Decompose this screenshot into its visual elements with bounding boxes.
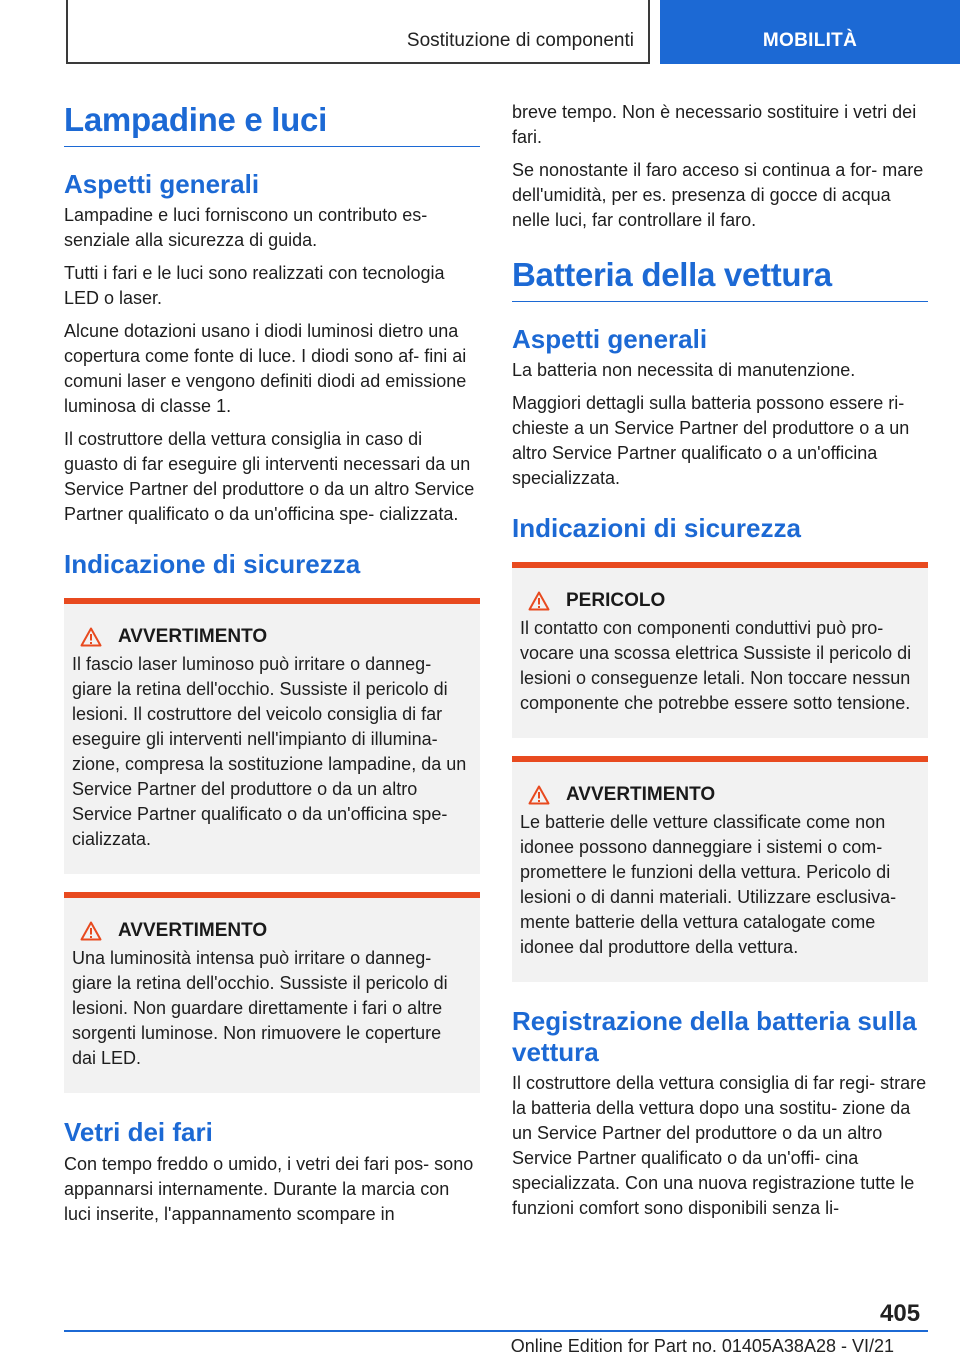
paragraph: Maggiori dettagli sulla batteria possono essere ri- chieste a un Service Partner del produttore o a un altro Service Partner qualificato o a un'officina specializzata. [512, 393, 910, 489]
warning-triangle-icon [80, 920, 118, 942]
paragraph: Alcune dotazioni usano i diodi luminosi dietro una copertura come fonte di luce. I diodi sono af- fini ai comuni laser e vengono definiti diodi ad emissione luminosa di classe 1. [64, 321, 467, 417]
heading-general-battery: Aspetti generali [512, 323, 708, 354]
page-number: 405 [880, 1300, 921, 1327]
warning-label: AVVERTIMENTO [566, 783, 716, 805]
warning-box [64, 598, 480, 874]
right-column [512, 100, 928, 1229]
paragraph: Il costruttore della vettura consiglia di far regi- strare la batteria della vettura dopo una sostitu- zione da un Service Partner del produttore o da un altro Service Partner qualificato o da un'offi- cina specializzata. Con una nuova registrazione tutte le funzioni comfort sono disponibili senza li- [512, 1073, 927, 1219]
paragraph: Il costruttore della vettura consiglia in caso di guasto di far eseguire gli interventi necessari da un Service Partner del produttore o da un altro Service Partner qualificato o da un'officina spe- cializzata. [64, 429, 475, 525]
section-title-battery: Batteria della vettura [512, 255, 928, 302]
warning-triangle-icon [528, 590, 566, 612]
footer-divider [64, 1330, 928, 1332]
danger-box [512, 562, 928, 738]
paragraph: Con tempo freddo o umido, i vetri dei fari pos- sono appannarsi internamente. Durante la marcia con luci inserite, l'appannamento scompare in [64, 1153, 474, 1224]
danger-label: PERICOLO [566, 589, 666, 611]
paragraph: La batteria non necessita di manutenzione. [512, 360, 856, 381]
heading-battery-registration: Registrazione della batteria sulla vettura [512, 1005, 917, 1067]
warning-triangle-icon [528, 784, 566, 806]
header-section-title: Sostituzione di componenti [406, 30, 634, 51]
left-column [64, 100, 480, 1235]
section-title-lamps: Lampadine e luci [64, 100, 480, 147]
footer-edition: Online Edition for Part no. 01405A38A28 - VI/21 [510, 1336, 894, 1356]
heading-headlight-glass: Vetri dei fari [64, 1116, 213, 1147]
heading-general-lamps: Aspetti generali [64, 168, 260, 199]
header-section-tab [66, 0, 650, 64]
heading-safety-lamps: Indicazione di sicurezza [64, 549, 361, 580]
paragraph: Tutti i fari e le luci sono realizzati con tecnologia LED o laser. [64, 263, 445, 309]
header-chapter-title: MOBILITÀ [762, 30, 858, 51]
warning-box [64, 892, 480, 1093]
warning-text: Una luminosità intensa può irritare o danneg- giare la retina dell'occhio. Sussiste il pericolo di lesioni. Non guardare direttamente i fari o altre sorgenti luminose. Non rimuovere le coperture dai LED. [72, 947, 448, 1068]
paragraph: breve tempo. Non è necessario sostituire i vetri dei fari. [512, 102, 917, 147]
warning-box [512, 756, 928, 982]
paragraph: Lampadine e luci forniscono un contributo es- senziale alla sicurezza di guida. [64, 205, 428, 251]
warning-text: Il fascio laser luminoso può irritare o danneg- giare la retina dell'occhio. Sussiste il pericolo di lesioni. Il costruttore del veicolo consiglia di far eseguire gli interventi nell'impianto di illumina- zione, compresa la sostituzione lampadine, da un Service Partner del produttore o da un altro Service Partner qualificato o da un'officina spe- cializzata. [72, 653, 467, 849]
warning-triangle-icon [80, 626, 118, 648]
danger-text: Il contatto con componenti conduttivi può pro- vocare una scossa elettrica Sussiste il pericolo di lesioni o conseguenze letali. Non toccare nessun componente che potrebbe essere sotto tensione. [520, 617, 912, 713]
warning-text: Le batterie delle vetture classificate come non idonee possono danneggiare i sistemi o com- promettere le funzioni della vettura. Pericolo di lesioni o di danni materiali. Utilizzare esclusiva- mente batterie della vettura catalogate come idonee dal produttore della vettura. [520, 811, 897, 957]
header-chapter-tab [660, 0, 960, 64]
paragraph: Se nonostante il faro acceso si continua a for- mare dell'umidità, per es. presenza di gocce di acqua nelle luci, far controllare il faro. [512, 160, 924, 230]
heading-safety-battery: Indicazioni di sicurezza [512, 513, 801, 544]
warning-label: AVVERTIMENTO [118, 625, 268, 647]
warning-label: AVVERTIMENTO [118, 919, 268, 941]
